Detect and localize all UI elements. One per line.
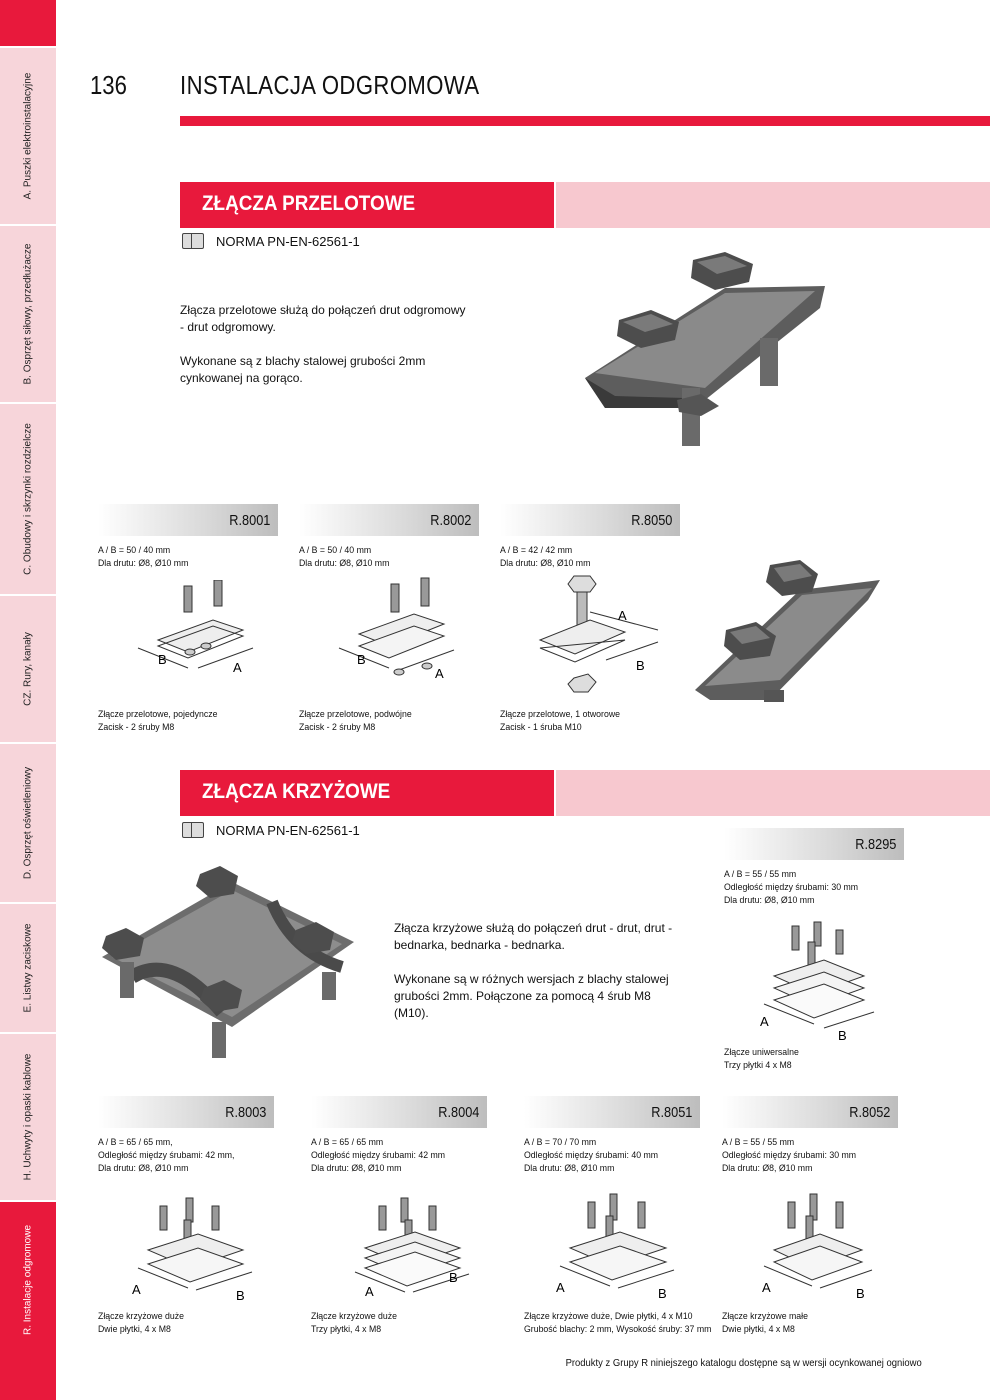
label-a: A — [760, 1014, 769, 1029]
label-b: B — [236, 1288, 245, 1302]
label-b: B — [856, 1286, 865, 1300]
product-r8295 — [724, 828, 904, 1071]
clamp-diagram — [752, 1188, 892, 1300]
product-r8052 — [722, 1096, 898, 1335]
product-r8050 — [500, 504, 680, 733]
page-title: INSTALACJA ODGROMOWA — [180, 70, 480, 100]
sidebar-item-e[interactable]: E. Listwy zaciskowe — [0, 902, 56, 1032]
sidebar-item-a[interactable]: A. Puszki elektroinstalacyjne — [0, 46, 56, 224]
sidebar-item-h[interactable]: H. Uchwyty i opaski kablowe — [0, 1032, 56, 1200]
label-a: A — [618, 608, 627, 623]
section-title: ZŁĄCZA KRZYŻOWE — [202, 780, 391, 803]
product-caption: Złącze krzyżowe duże, Dwie płytki, 4 x M10 Grubość blachy: 2 mm, Wysokość śruby: 37 mm — [524, 1311, 712, 1335]
product-code: R.8051 — [650, 1104, 692, 1121]
product-code: R.8003 — [224, 1104, 266, 1121]
section-description: Złącza krzyżowe służą do połączeń drut - drut, drut - bednarka, bednarka - bednarka. Wykonane są w różnych wersjach z blachy stalowej grubości 2mm. Połączone za pomocą 4 śrub M8 (M10). — [394, 921, 673, 1020]
product-code: R.8052 — [848, 1104, 890, 1121]
product-code: R.8004 — [437, 1104, 479, 1121]
label-b: B — [636, 658, 645, 673]
label-b: B — [658, 1286, 667, 1300]
product-r8003 — [98, 1096, 274, 1335]
product-caption: Złącze uniwersalne Trzy płytki 4 x M8 — [724, 1047, 799, 1071]
clamp-diagram — [345, 1192, 485, 1302]
sidebar-item-b[interactable]: B. Osprzęt siłowy, przedłużacze — [0, 224, 56, 402]
section-bar-przelotowe — [180, 182, 990, 228]
product-caption: Złącze przelotowe, 1 otworowe Zacisk - 1 śruba M10 — [500, 709, 620, 733]
norm-line — [182, 822, 360, 838]
product-caption: Złącze przelotowe, podwójne Zacisk - 2 śruby M8 — [299, 709, 412, 733]
label-a: A — [233, 660, 242, 675]
product-code: R.8001 — [228, 512, 270, 529]
product-caption: Złącze krzyżowe małe Dwie płytki, 4 x M8 — [722, 1311, 808, 1335]
product-r8004 — [311, 1096, 487, 1335]
sidebar-item-r[interactable]: R. Instalacje odgromowe — [0, 1200, 56, 1358]
product-code: R.8050 — [630, 512, 672, 529]
product-specs: A / B = 65 / 65 mm Odległość między śrubami: 42 mm Dla drutu: Ø8, Ø10 mm — [311, 1137, 446, 1174]
product-r8051 — [524, 1096, 712, 1335]
sidebar-item-c[interactable]: C. Obudowy i skrzynki rozdzielcze — [0, 402, 56, 594]
section-title: ZŁĄCZA PRZELOTOWE — [202, 192, 416, 215]
product-specs: A / B = 70 / 70 mm Odległość między śrubami: 40 mm Dla drutu: Ø8, Ø10 mm — [524, 1137, 659, 1174]
product-specs: A / B = 42 / 42 mm Dla drutu: Ø8, Ø10 mm — [500, 545, 591, 569]
page-number: 136 — [90, 70, 127, 100]
product-r8002 — [299, 504, 479, 733]
product-r8001 — [98, 504, 278, 733]
label-b: B — [158, 652, 167, 667]
label-b: B — [838, 1028, 847, 1042]
norm-text: NORMA PN-EN-62561-1 — [216, 233, 360, 249]
sidebar-bottom-accent — [0, 1358, 56, 1400]
book-icon — [182, 822, 204, 838]
header-rule — [180, 116, 990, 126]
norm-text: NORMA PN-EN-62561-1 — [216, 822, 360, 838]
product-specs: A / B = 50 / 40 mm Dla drutu: Ø8, Ø10 mm — [98, 545, 189, 569]
clamp-diagram — [128, 1192, 268, 1302]
label-a: A — [762, 1280, 771, 1295]
clamp-diagram — [754, 916, 894, 1042]
clamp-photo-krzyzowe — [92, 862, 362, 1067]
product-code: R.8002 — [429, 512, 471, 529]
sidebar-item-cz[interactable]: CZ. Rury, kanały — [0, 594, 56, 742]
label-a: A — [435, 666, 444, 681]
product-code: R.8295 — [854, 836, 896, 853]
clamp-diagram — [548, 1188, 688, 1300]
norm-line — [182, 233, 360, 249]
clamp-photo-r8050 — [690, 560, 890, 710]
sidebar-item-d[interactable]: D. Osprzęt oświetleniowy — [0, 742, 56, 902]
product-specs: A / B = 55 / 55 mm Odległość między śrubami: 30 mm Dla drutu: Ø8, Ø10 mm — [722, 1137, 857, 1174]
clamp-diagram — [319, 574, 469, 682]
product-caption: Złącze krzyżowe duże Dwie płytki, 4 x M8 — [98, 1311, 184, 1335]
product-specs: A / B = 50 / 40 mm Dla drutu: Ø8, Ø10 mm — [299, 545, 390, 569]
clamp-photo-przelotowe — [575, 248, 835, 463]
label-a: A — [365, 1284, 374, 1299]
label-a: A — [132, 1282, 141, 1297]
section-description: Złącza przelotowe służą do połączeń drut odgromowy - drut odgromowy. Wykonane są z blachy stalowej grubości 2mm cynkowanej na gorąco. — [180, 303, 466, 385]
section-bar-krzyzowe — [180, 770, 990, 816]
sidebar-top-accent — [0, 0, 56, 46]
label-a: A — [556, 1280, 565, 1295]
clamp-diagram — [118, 580, 268, 680]
label-b: B — [357, 652, 366, 667]
category-sidebar — [0, 0, 56, 1400]
product-specs: A / B = 65 / 65 mm, Odległość między śrubami: 42 mm, Dla drutu: Ø8, Ø10 mm — [98, 1137, 235, 1174]
footer-note: Produkty z Grupy R niniejszego katalogu dostępne są w wersji ocynkowanej ogniowo — [565, 1357, 922, 1369]
label-b: B — [449, 1270, 458, 1285]
product-caption: Złącze krzyżowe duże Trzy płytki, 4 x M8 — [311, 1311, 397, 1335]
clamp-diagram — [530, 570, 670, 706]
book-icon — [182, 233, 204, 249]
product-specs: A / B = 55 / 55 mm Odległość między śrubami: 30 mm Dla drutu: Ø8, Ø10 mm — [724, 869, 859, 906]
product-caption: Złącze przelotowe, pojedyncze Zacisk - 2 śruby M8 — [98, 709, 218, 733]
